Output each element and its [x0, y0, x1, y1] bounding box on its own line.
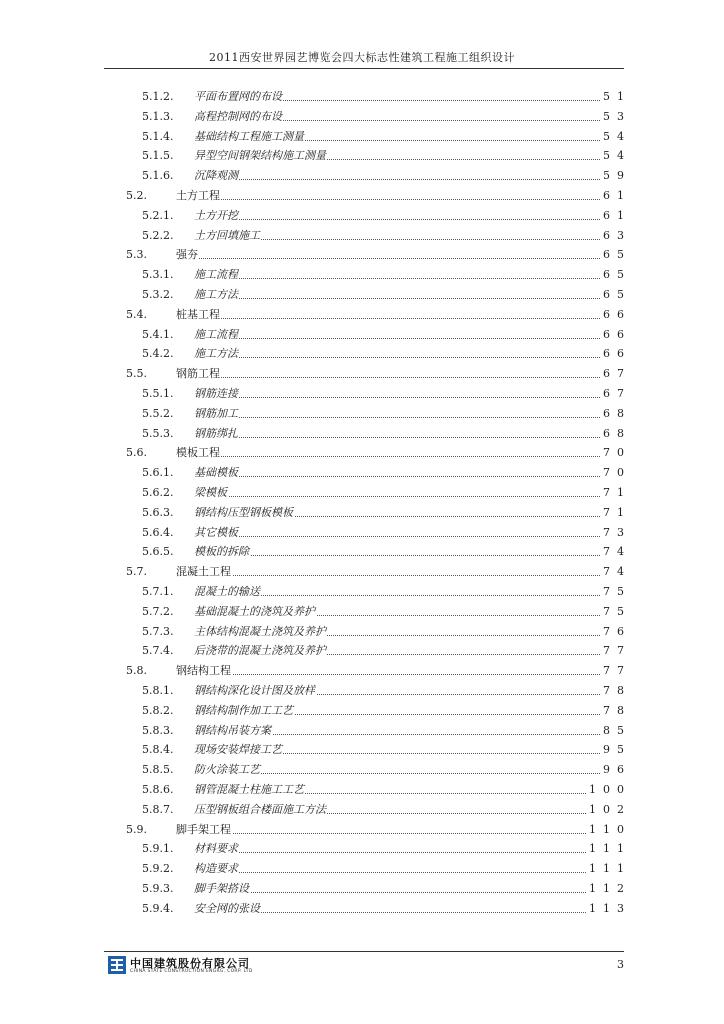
toc-entry-title: 钢筋加工 — [194, 406, 238, 420]
toc-entry-title: 平面布置网的布设 — [194, 90, 282, 103]
toc-dot-leader — [194, 397, 624, 398]
toc-entry-page: 66 — [603, 327, 631, 341]
toc-dot-leader — [194, 872, 624, 873]
toc-entry-page: 61 — [603, 208, 631, 222]
toc-entry-title: 梁模板 — [194, 486, 227, 499]
toc-entry-number: 5.8.6. — [142, 783, 174, 796]
toc-entry-title: 基础模板 — [194, 466, 238, 480]
toc-entry-title: 模板的拆除 — [194, 545, 249, 559]
toc-entry-page: 112 — [589, 882, 631, 895]
toc-entry[interactable] — [0, 565, 724, 585]
toc-entry-title: 主体结构混凝土浇筑及养护 — [194, 624, 326, 638]
company-name-cn: 中国建筑股份有限公司 — [130, 957, 250, 970]
toc-entry[interactable] — [0, 328, 724, 348]
toc-dot-leader — [176, 199, 624, 200]
toc-entry-number: 5.1.6. — [142, 169, 174, 183]
toc-entry-title: 高程控制网的布设 — [194, 109, 282, 123]
toc-entry[interactable] — [0, 110, 724, 130]
toc-dot-leader — [194, 357, 624, 358]
toc-entry-page: 67 — [603, 387, 631, 400]
toc-entry-page: 67 — [603, 367, 631, 381]
toc-entry-number: 5.1.3. — [142, 109, 174, 123]
toc-entry[interactable] — [0, 130, 724, 150]
toc-entry-number: 5.7.1. — [142, 585, 174, 598]
toc-entry[interactable] — [0, 545, 724, 565]
toc-entry-number: 5.5.1. — [142, 387, 174, 400]
toc-entry-page: 113 — [589, 901, 631, 915]
toc-entry-title: 基础混凝土的浇筑及养护 — [194, 604, 315, 618]
toc-entry-title: 钢结构吊装方案 — [194, 723, 271, 737]
toc-dot-leader — [194, 536, 624, 537]
toc-entry[interactable] — [0, 169, 724, 189]
toc-entry-page: 59 — [603, 169, 631, 183]
toc-entry-number: 5.1.4. — [142, 129, 174, 143]
toc-dot-leader — [176, 456, 624, 457]
toc-entry-title: 土方工程 — [176, 189, 220, 202]
toc-entry-page: 78 — [603, 703, 631, 717]
company-name-en: CHINA STATE CONSTRUCTION ENGRG. CORP. LTD — [130, 969, 253, 974]
toc-dot-leader — [194, 496, 624, 497]
toc-entry[interactable] — [0, 209, 724, 229]
toc-entry-number: 5.9.1. — [142, 842, 174, 856]
toc-entry-number: 5.6.5. — [142, 545, 174, 559]
toc-entry[interactable] — [0, 644, 724, 664]
toc-entry-title: 其它模板 — [194, 525, 238, 539]
toc-entry-page: 95 — [603, 743, 631, 757]
toc-entry[interactable] — [0, 664, 724, 684]
toc-entry-title: 施工方法 — [194, 347, 238, 361]
toc-entry-page: 66 — [603, 307, 631, 321]
toc-entry[interactable] — [0, 446, 724, 466]
toc-entry-page: 110 — [589, 822, 631, 836]
toc-entry-page: 54 — [603, 149, 631, 163]
toc-entry-title: 钢筋绑扎 — [194, 426, 238, 440]
toc-entry[interactable] — [0, 783, 724, 803]
toc-entry-page: 102 — [589, 802, 631, 816]
toc-entry[interactable] — [0, 823, 724, 843]
toc-entry-number: 5.4. — [126, 307, 147, 321]
toc-entry[interactable] — [0, 862, 724, 882]
toc-entry-number: 5.9.3. — [142, 882, 174, 895]
toc-dot-leader — [194, 555, 624, 556]
toc-entry-title: 脚手架工程 — [176, 822, 231, 836]
toc-entry-page: 71 — [603, 486, 631, 499]
toc-entry[interactable] — [0, 407, 724, 427]
toc-entry-title: 钢筋工程 — [176, 367, 220, 381]
toc-entry-page: 76 — [603, 624, 631, 638]
toc-entry-number: 5.7.4. — [142, 644, 174, 658]
toc-entry-number: 5.1.2. — [142, 90, 174, 103]
toc-entry-page: 61 — [603, 189, 631, 202]
header-divider — [104, 68, 624, 69]
toc-dot-leader — [176, 258, 624, 259]
toc-dot-leader — [194, 298, 624, 299]
toc-entry[interactable] — [0, 90, 724, 110]
toc-entry-title: 混凝土的输送 — [194, 585, 260, 598]
toc-entry-title: 安全网的张设 — [194, 901, 260, 915]
toc-entry-page: 70 — [603, 466, 631, 480]
toc-entry-page: 66 — [603, 347, 631, 361]
toc-entry[interactable] — [0, 308, 724, 328]
toc-entry-number: 5.2. — [126, 189, 147, 202]
toc-entry[interactable] — [0, 387, 724, 407]
toc-entry[interactable] — [0, 486, 724, 506]
toc-entry-page: 63 — [603, 228, 631, 242]
toc-entry-title: 沉降观测 — [194, 169, 238, 183]
toc-entry-title: 土方回填施工 — [194, 228, 260, 242]
toc-dot-leader — [194, 219, 624, 220]
toc-entry-number: 5.6.4. — [142, 525, 174, 539]
toc-entry-page: 85 — [603, 723, 631, 737]
toc-dot-leader — [176, 318, 624, 319]
toc-entry[interactable] — [0, 229, 724, 249]
toc-entry-number: 5.9.4. — [142, 901, 174, 915]
toc-entry-page: 96 — [603, 763, 631, 777]
toc-entry-title: 钢结构压型钢板模板 — [194, 505, 293, 519]
toc-entry[interactable] — [0, 367, 724, 387]
toc-entry-number: 5.2.2. — [142, 228, 174, 242]
toc-entry-number: 5.5.2. — [142, 406, 174, 420]
toc-entry-title: 强夯 — [176, 248, 198, 262]
toc-entry[interactable] — [0, 427, 724, 447]
toc-entry-page: 65 — [603, 248, 631, 262]
toc-entry[interactable] — [0, 882, 724, 902]
toc-entry-number: 5.1.5. — [142, 149, 174, 163]
toc-entry-number: 5.4.1. — [142, 327, 174, 341]
toc-entry-title: 模板工程 — [176, 446, 220, 460]
toc-entry-title: 防火涂装工艺 — [194, 763, 260, 777]
toc-entry-page: 65 — [603, 288, 631, 301]
toc-entry-title: 钢结构制作加工工艺 — [194, 703, 293, 717]
toc-entry-number: 5.6.1. — [142, 466, 174, 480]
toc-entry-title: 构造要求 — [194, 862, 238, 876]
toc-entry-title: 基础结构工程施工测量 — [194, 129, 304, 143]
toc-entry-page: 51 — [603, 90, 631, 103]
toc-entry-title: 脚手架搭设 — [194, 882, 249, 895]
toc-dot-leader — [194, 179, 624, 180]
toc-entry[interactable] — [0, 704, 724, 724]
toc-entry-title: 后浇带的混凝土浇筑及养护 — [194, 644, 326, 658]
page-number: 3 — [617, 958, 624, 971]
toc-entry-number: 5.4.2. — [142, 347, 174, 361]
toc-dot-leader — [194, 278, 624, 279]
toc-entry-title: 现场安装焊接工艺 — [194, 743, 282, 757]
toc-entry[interactable] — [0, 684, 724, 704]
toc-entry-title: 施工方法 — [194, 288, 238, 301]
toc-entry-number: 5.9. — [126, 822, 147, 836]
toc-entry-page: 111 — [589, 862, 631, 876]
toc-entry-number: 5.8.5. — [142, 763, 174, 777]
toc-entry-number: 5.7.3. — [142, 624, 174, 638]
toc-entry-number: 5.8.1. — [142, 684, 174, 697]
toc-entry-page: 77 — [603, 664, 631, 678]
toc-entry[interactable] — [0, 347, 724, 367]
footer-divider — [104, 951, 624, 952]
toc-dot-leader — [194, 892, 624, 893]
cscec-logo-icon — [108, 956, 126, 974]
toc-entry-page: 75 — [603, 585, 631, 598]
toc-entry-page: 77 — [603, 644, 631, 658]
toc-entry-number: 5.5. — [126, 367, 147, 381]
toc-entry-page: 54 — [603, 129, 631, 143]
toc-entry-number: 5.8.3. — [142, 723, 174, 737]
toc-dot-leader — [194, 852, 624, 853]
toc-entry-page: 100 — [589, 783, 631, 796]
toc-dot-leader — [176, 833, 624, 834]
toc-entry-title: 异型空间钢架结构施工测量 — [194, 149, 326, 163]
toc-entry-title: 土方开挖 — [194, 208, 238, 222]
toc-entry-number: 5.7. — [126, 565, 147, 579]
toc-entry[interactable] — [0, 526, 724, 546]
toc-entry-page: 68 — [603, 406, 631, 420]
toc-entry-page: 53 — [603, 109, 631, 123]
toc-entry-number: 5.6. — [126, 446, 147, 460]
toc-entry-number: 5.2.1. — [142, 208, 174, 222]
toc-dot-leader — [194, 437, 624, 438]
toc-entry-number: 5.7.2. — [142, 604, 174, 618]
toc-entry[interactable] — [0, 605, 724, 625]
toc-entry-page: 74 — [603, 545, 631, 559]
toc-entry-number: 5.6.2. — [142, 486, 174, 499]
toc-entry-title: 施工流程 — [194, 327, 238, 341]
toc-entry-number: 5.8. — [126, 664, 147, 678]
toc-entry-title: 混凝土工程 — [176, 565, 231, 579]
toc-entry[interactable] — [0, 268, 724, 288]
toc-entry[interactable] — [0, 803, 724, 823]
toc-entry-title: 钢筋连接 — [194, 387, 238, 400]
toc-entry-page: 65 — [603, 268, 631, 282]
toc-entry[interactable] — [0, 724, 724, 744]
toc-entry-page: 68 — [603, 426, 631, 440]
toc-entry[interactable] — [0, 288, 724, 308]
toc-entry-number: 5.9.2. — [142, 862, 174, 876]
document-title: 2011西安世界园艺博览会四大标志性建筑工程施工组织设计 — [209, 51, 515, 64]
toc-entry-page: 71 — [603, 505, 631, 519]
toc-entry[interactable] — [0, 743, 724, 763]
toc-entry-page: 74 — [603, 565, 631, 579]
toc-entry-number: 5.8.7. — [142, 802, 174, 816]
toc-dot-leader — [194, 476, 624, 477]
toc-entry-number: 5.5.3. — [142, 426, 174, 440]
toc-entry-number: 5.8.2. — [142, 703, 174, 717]
toc-dot-leader — [176, 674, 624, 675]
toc-dot-leader — [194, 417, 624, 418]
toc-dot-leader — [176, 377, 624, 378]
toc-entry-title: 压型钢板组合楼面施工方法 — [194, 802, 326, 816]
toc-entry[interactable] — [0, 842, 724, 862]
toc-entry-page: 78 — [603, 684, 631, 697]
toc-dot-leader — [176, 575, 624, 576]
toc-entry[interactable] — [0, 585, 724, 605]
toc-entry-title: 施工流程 — [194, 268, 238, 282]
toc-entry-number: 5.3.2. — [142, 288, 174, 301]
toc-entry[interactable] — [0, 149, 724, 169]
toc-entry[interactable] — [0, 466, 724, 486]
toc-entry[interactable] — [0, 902, 724, 922]
toc-entry-number: 5.8.4. — [142, 743, 174, 757]
toc-entry-title: 桩基工程 — [176, 307, 220, 321]
toc-entry-page: 70 — [603, 446, 631, 460]
toc-entry[interactable] — [0, 248, 724, 268]
toc-entry-page: 73 — [603, 525, 631, 539]
toc-entry-page: 75 — [603, 604, 631, 618]
toc-entry-number: 5.6.3. — [142, 505, 174, 519]
toc-entry[interactable] — [0, 625, 724, 645]
toc-entry-number: 5.3. — [126, 248, 147, 262]
toc-entry-title: 钢结构深化设计图及放样 — [194, 684, 315, 697]
toc-entry-title: 钢结构工程 — [176, 664, 231, 678]
toc-entry-number: 5.3.1. — [142, 268, 174, 282]
toc-entry[interactable] — [0, 189, 724, 209]
toc-entry-title: 钢管混凝土柱施工工艺 — [194, 783, 304, 796]
toc-dot-leader — [194, 338, 624, 339]
toc-entry-page: 111 — [589, 842, 631, 856]
toc-entry-title: 材料要求 — [194, 842, 238, 856]
toc-entry[interactable] — [0, 506, 724, 526]
toc-entry[interactable] — [0, 763, 724, 783]
